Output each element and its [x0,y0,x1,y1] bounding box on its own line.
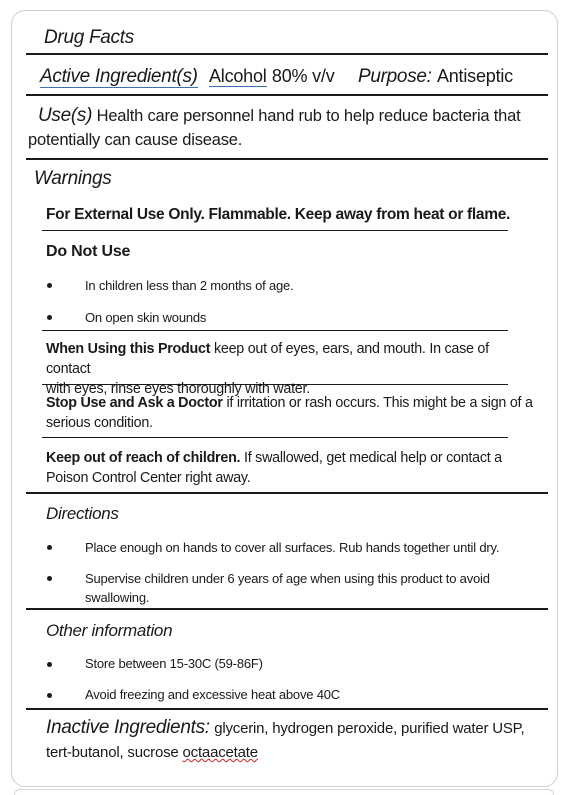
stop-use-paragraph [46,393,536,433]
bullet [47,693,52,698]
active-ingredient-name: Alcohol [208,66,267,86]
divider [42,384,508,385]
bullet [47,283,52,288]
keep-out-text-1: If swallowed, get medical help or contact a [244,450,502,466]
do-not-use-heading: Do Not Use [46,243,131,260]
uses-text-1: Health care personnel hand rub to help reduce bacteria that [96,107,521,125]
stop-use-label: Stop Use and Ask a Doctor [46,395,223,411]
divider [26,53,548,55]
inactive-ingredients-heading: Inactive Ingredients: [46,717,210,738]
bottom-edge [14,789,554,795]
directions-item-continued: swallowing. [85,590,150,605]
active-ingredient-row [40,66,335,88]
keep-out-label: Keep out of reach of children. [46,450,241,466]
divider [42,437,508,438]
purpose-row [358,66,513,88]
other-information-item: Avoid freezing and excessive heat above 40C [85,687,340,702]
do-not-use-item: On open skin wounds [85,310,207,325]
stop-use-text-1: if irritation or rash occurs. This might be a sign of a [226,395,533,411]
directions-item: Supervise children under 6 years of age when using this product to avoid [85,571,490,586]
divider [26,708,548,710]
when-using-text-2: with eyes, rinse eyes thoroughly with water. [46,381,310,397]
stop-use-text-2: serious condition. [46,415,153,431]
divider [26,94,548,96]
divider [42,230,508,231]
keep-out-text-2: Poison Control Center right away. [46,470,251,486]
active-ingredient-heading: Active Ingredient(s) [40,66,198,87]
directions-item: Place enough on hands to cover all surfaces. Rub hands together until dry. [85,540,500,555]
other-information-item: Store between 15-30C (59-86F) [85,656,263,671]
bullet [47,545,52,550]
drug-facts-title: Drug Facts [44,27,134,48]
when-using-paragraph [46,339,536,399]
inactive-ingredients-text-2: tert-butanol, sucrose [46,744,179,761]
inactive-ingredients-line2 [46,744,258,761]
other-information-heading: Other information [46,621,173,640]
uses-heading: Use(s) [38,105,93,126]
bullet [47,662,52,667]
external-use-warning: For External Use Only. Flammable. Keep away from heat or flame. [46,206,511,223]
purpose-label: Purpose: [358,66,432,87]
divider [26,158,548,160]
divider [26,608,548,610]
do-not-use-item: In children less than 2 months of age. [85,278,294,293]
inactive-ingredients-text-1: glycerin, hydrogen peroxide, purified water USP, [214,720,525,737]
divider [42,330,508,331]
purpose-value: Antiseptic [436,66,513,86]
uses-line1 [38,105,521,127]
bullet [47,576,52,581]
uses-text-2: potentially can cause disease. [28,131,243,149]
inactive-ingredients-line1 [46,717,525,739]
when-using-text-1: keep out of eyes, ears, and mouth. In case of contact [46,341,489,377]
directions-heading: Directions [46,504,119,523]
bullet [47,315,52,320]
inactive-ingredients-text-3: octaacetate [182,744,258,761]
divider [26,492,548,494]
keep-out-paragraph [46,448,536,488]
warnings-heading: Warnings [34,168,112,189]
active-ingredient-amount: 80% v/v [271,66,335,86]
when-using-label: When Using this Product [46,341,211,357]
